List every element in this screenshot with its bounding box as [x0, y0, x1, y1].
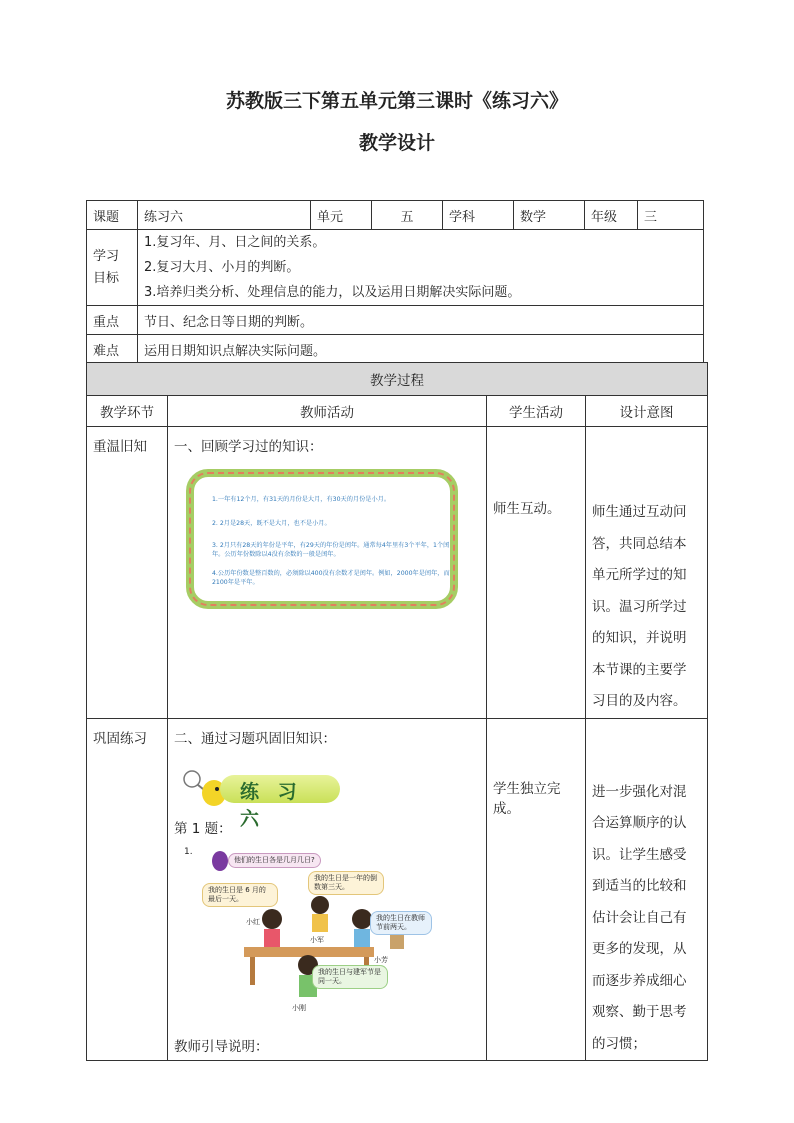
col-teacher: 教师活动	[168, 396, 487, 427]
col-student: 学生活动	[487, 396, 586, 427]
board-point: 3. 2月只有28天的年份是平年，有29天的年份是闰年。通常每4年里有3个平年，1个闰年。公历年份数除以4没有余数的一般是闰年。	[212, 542, 450, 558]
topic-value: 练习六	[138, 201, 311, 230]
name-xiaofang: 小芳	[374, 955, 388, 964]
banner-text: 练 习 六	[240, 780, 303, 830]
teacher-activity-practice	[168, 718, 487, 1061]
board-point: 2. 2月是28天，既不是大月，也不是小月。	[212, 520, 331, 527]
bubble-xiaojun: 我的生日是一年的倒数第三天。	[308, 871, 384, 895]
key-value: 节日、纪念日等日期的判断。	[138, 306, 704, 335]
goal-item: 1.复习年、月、日之间的关系。	[144, 235, 326, 250]
teacher-guidance: 教师引导说明：	[174, 1038, 269, 1055]
scene-number: 1.	[184, 846, 193, 857]
question-bubble: 他们的生日各是几月几日?	[228, 853, 321, 868]
grade-label: 年级	[585, 201, 638, 230]
difficulty-label: 难点	[87, 335, 138, 364]
name-xiaohong: 小红	[246, 917, 260, 926]
topic-label: 课题	[87, 201, 138, 230]
document-title: 苏教版三下第五单元第三课时《练习六》	[225, 90, 568, 112]
practice-intro: 二、通过习题巩固旧知识：	[174, 730, 336, 747]
student-activity-review: 师生互动。	[487, 427, 586, 719]
question-1-label: 第 1 题：	[174, 820, 232, 837]
unit-label: 单元	[311, 201, 372, 230]
intent-review: 师生通过互动问 答，共同总结本 单元所学过的知 识。温习所学过 的知识，并说明 本节课的主要学 习目的及内容。	[586, 427, 708, 719]
bubble-xiaofang: 我的生日在教师节前两天。	[370, 911, 432, 935]
birthday-scene	[184, 847, 424, 1017]
bubble-xiaogang: 我的生日与建军节是同一天。	[312, 965, 388, 989]
bubble-xiaohong: 我的生日是 6 月的最后一天。	[202, 883, 278, 907]
intent-practice: 进一步强化对混 合运算顺序的认 识。让学生感受 到适当的比较和 估计会让自己有 更多的发现，从 而逐步养成细心 观察、勤于思考 的习惯；	[586, 718, 708, 1061]
goal-item: 3.培养归类分析、处理信息的能力，以及运用日期解决实际问题。	[144, 285, 521, 300]
subject-value: 数学	[514, 201, 585, 230]
board-point: 4.公历年份数是整百数的，必须除以400没有余数才是闰年。例如，2000年是闰年，而2100年是平年。	[212, 570, 450, 586]
review-intro: 一、回顾学习过的知识：	[174, 439, 323, 455]
col-stage: 教学环节	[87, 396, 168, 427]
stage-practice: 巩固练习	[87, 718, 168, 1061]
grade-value: 三	[638, 201, 704, 230]
process-header: 教学过程	[87, 363, 708, 396]
col-intent: 设计意图	[586, 396, 708, 427]
document-subtitle: 教学设计	[358, 132, 435, 154]
goals-label: 学习 目标	[87, 230, 138, 306]
difficulty-value: 运用日期知识点解决实际问题。	[138, 335, 704, 364]
teacher-activity-review	[168, 427, 487, 719]
board-point: 1.一年有12个月，有31天的月份是大月，有30天的月份是小月。	[212, 496, 391, 503]
goals-list	[138, 230, 704, 306]
process-table	[86, 362, 708, 1061]
stage-review: 重温旧知	[87, 427, 168, 719]
subject-label: 学科	[443, 201, 514, 230]
goal-item: 2.复习大月、小月的判断。	[144, 260, 300, 275]
name-xiaogang: 小刚	[292, 1003, 306, 1012]
knowledge-board	[186, 469, 458, 609]
key-label: 重点	[87, 306, 138, 335]
unit-value: 五	[372, 201, 443, 230]
student-activity-practice: 学生独立完成。	[487, 718, 586, 1061]
info-table	[86, 200, 704, 364]
name-xiaojun: 小军	[310, 935, 324, 944]
